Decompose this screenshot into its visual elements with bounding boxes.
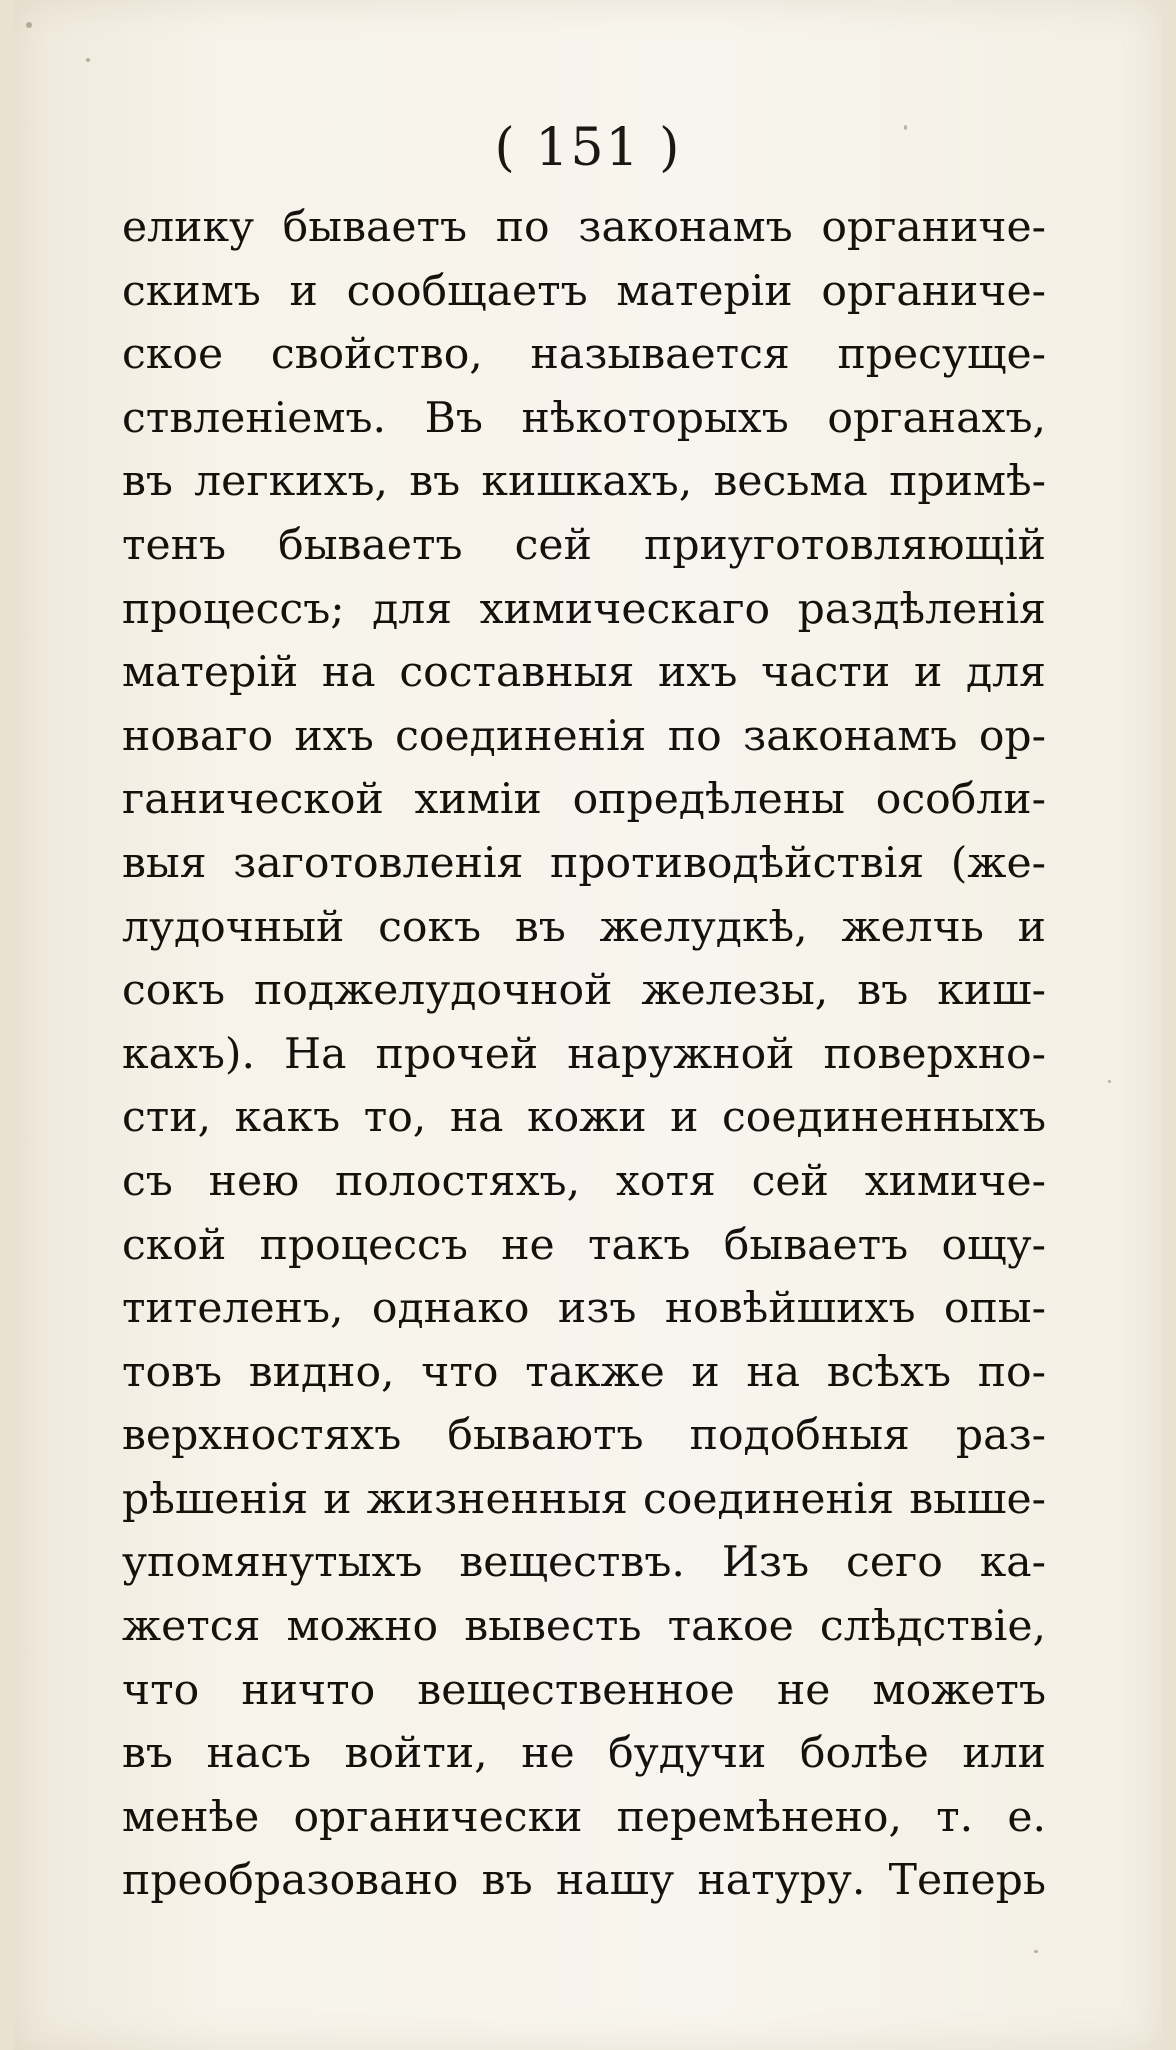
text-line: лудочный сокъ въ желудкѣ, желчь и [122,902,1046,952]
text-line: товъ видно, что также и на всѣхъ по- [122,1347,1046,1397]
text-line: тенъ бываетъ сей приуготовляющій [122,520,1046,570]
text-line: ганической химіи опредѣлены особли- [122,775,1046,825]
text-line: менѣе органически перемѣнено, т. е. [122,1792,1046,1842]
text-line: упомянутыхъ веществъ. Изъ сего ка- [122,1538,1046,1588]
text-line: что ничто вещественное не можетъ [122,1665,1046,1715]
text-line: преобразовано въ нашу натуру. Теперь [122,1856,1046,1906]
text-line: елику бываетъ по законамъ органиче- [122,203,1046,252]
book-page [14,0,1162,2050]
text-line: сокъ поджелудочной железы, въ киш- [122,966,1046,1016]
page-number: ( 151 ) [494,118,682,178]
text-line: матерій на составныя ихъ части и для [122,648,1046,698]
text-line: жется можно вывесть такое слѣдствіе, [122,1602,1046,1652]
text-line: процессъ; для химическаго раздѣленія [122,584,1046,634]
text-line: ское свойство, называется пресуще- [122,330,1046,380]
text-line: новаго ихъ соединенія по законамъ ор- [122,711,1046,761]
text-line: въ насъ войти, не будучи болѣе или [122,1729,1046,1779]
text-line: верхностяхъ бываютъ подобныя раз- [122,1411,1046,1461]
text-line: ской процессъ не такъ бываетъ ощу- [122,1220,1046,1270]
text-line: тителенъ, однако изъ новѣйшихъ опы- [122,1284,1046,1334]
paper-speck [904,125,907,130]
text-line: въ легкихъ, въ кишкахъ, весьма примѣ- [122,457,1046,507]
text-line: сти, какъ то, на кожи и соединенныхъ [122,1093,1046,1143]
paper-speck [86,58,90,62]
paper-speck [1108,1080,1111,1083]
text-line: ствленіемъ. Въ нѣкоторыхъ органахъ, [122,393,1046,443]
text-line: скимъ и сообщаетъ матеріи органиче- [122,266,1046,316]
paper-speck [26,22,32,28]
body-text [122,196,1046,1913]
paper-speck [1034,1950,1038,1953]
text-line: выя заготовленія противодѣйствія (же- [122,838,1046,888]
text-line: кахъ). На прочей наружной поверхно- [122,1029,1046,1079]
text-line: съ нею полостяхъ, хотя сей химиче- [122,1156,1046,1206]
text-line: рѣшенія и жизненныя соединенія выше- [122,1474,1046,1524]
